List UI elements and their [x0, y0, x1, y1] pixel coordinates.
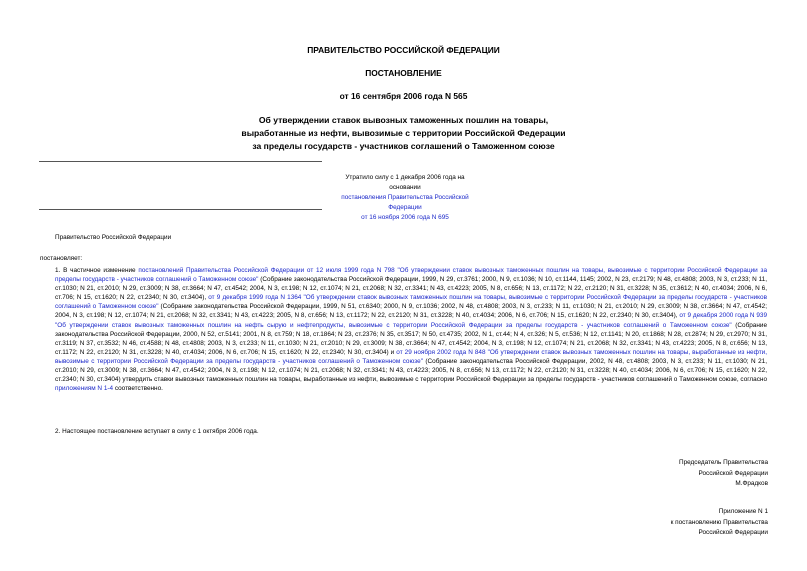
paragraph-1-start: 1. В частичное изменение: [55, 267, 139, 274]
repeal-note-link-1[interactable]: постановления Правительства Российской Федерации: [341, 194, 469, 211]
resolves-label: постановляет:: [40, 255, 83, 262]
decree-link-848[interactable]: от 29 ноября 2002 года N 848 "Об утверждении ставок вывозных таможенных пошлин на товары, выработанные из нефти, вывозимые с территории Российской Федерации за пределы государств - участников соглашений о Таможенном союзе": [55, 348, 767, 365]
title-line-3: за пределы государств - участников соглашений о Таможенном союзе: [252, 141, 555, 151]
paragraph-1: [55, 266, 767, 393]
appendix-country: Российской Федерации: [698, 529, 768, 536]
divider-bottom: [39, 209, 322, 210]
appendix-heading: [671, 507, 768, 539]
decree-link-798[interactable]: постановлений Правительства Российской Федерации от 12 июля 1999 года N 798 "Об утверждении ставок вывозных таможенных пошлин на товары, вывозимые с территории Российской Федерации за пределы государств - участников соглашений о Таможенном союзе": [55, 267, 767, 284]
document-date: от 16 сентября 2006 года N 565: [339, 91, 468, 101]
document-title: [0, 114, 807, 153]
repeal-note-link-2[interactable]: от 16 ноября 2006 года N 695: [361, 214, 449, 221]
signature-name: М.Фрадков: [735, 480, 768, 487]
signature-country: Российской Федерации: [698, 469, 768, 477]
document-type: ПОСТАНОВЛЕНИЕ: [365, 68, 442, 78]
divider-top: [39, 161, 322, 162]
paragraph-1-sources-1: (Собрание законодательства Российской Федерации, 1999, N 29, ст.3761; 2000, N 9, ст.1036; N 10, ст.1144, 1145; 2002, N 23, ст.2179; N 48, ст.4808; 2003, N 3, ст.233; N 11, ст.1030; N 21, ст.2010; N 29, ст.3009; N 38, ст.3664; N 47, ст.4542; 2004, N 3, ст.198; N 12, ст.1074; N 21, ст.2068; N 32, ст.3341; N 43, ст.4223; 2005, N 8, ст.656; N 13, ст.1172; N 22, ст.2120; N 31, ст.3228; N 35, ст.3612; N 40, ст.4034; 2006, N 6, ст.706; N 15, ст.1620; N 22, ст.2340; N 30, ст.3404),: [55, 276, 767, 302]
paragraph-1-sources-2: (Собрание законодательства Российской Федерации, 1999, N 51, ст.6340; 2000, N 9, ст.1036; 2002, N 48, ст.4808; 2003, N 3, ст.233; N 11, ст.1030; N 21, ст.2010; N 29, ст.3009; N 38, ст.3664; N 47, ст.4542; 2004, N 3, ст.198; N 12, ст.1074; N 21, ст.2068; N 32, ст.3341; N 43, ст.4223; 2005, N 8, ст.656; N 13, ст.1172; N 22, ст.2120; N 31, ст.3228; N 40, ст.4034; 2006, N 6, ст.706; N 15, ст.1620; N 22, ст.2340; N 30, ст.3404),: [55, 303, 767, 320]
government-heading: ПРАВИТЕЛЬСТВО РОССИЙСКОЙ ФЕДЕРАЦИИ: [307, 45, 500, 55]
appendix-link[interactable]: приложениям N 1-4: [55, 385, 114, 393]
government-name: Правительство Российской Федерации: [55, 234, 172, 241]
signature-block: [679, 458, 768, 490]
title-line-1: Об утверждении ставок вывозных таможенных пошлин на товары,: [258, 115, 549, 125]
appendix-number: Приложение N 1: [718, 508, 768, 515]
repeal-note-text: Утратило силу с 1 декабря 2006 года на основании: [345, 174, 465, 191]
paragraph-2: 2. Настоящее постановление вступает в силу с 1 октября 2006 года.: [55, 428, 259, 435]
paragraph-1-sources-4: (Собрание законодательства Российской Федерации, 2002, N 48, ст.4808; 2003, N 3, ст.233; N 11, ст.1030; N 21, ст.2010; N 29, ст.3009; N 38, ст.3664; N 47, ст.4542; 2004, N 3, ст.198; N 12, ст.1074; N 21, ст.2068; N 32, ст.3341; N 43, ст.4223; 2005, N 8, ст.656; N 13, ст.1172; N 22, ст.2120; N 31, ст.3228; N 40, ст.4034; 2006, N 6, ст.706; N 15, ст.1620; N 22, ст.2340; N 30, ст.3404) утвердить ставки вывозных таможенных пошлин на товары, выработанные из нефти, вывозимые с территории Российской Федерации за пределы государств - участников соглашений о Таможенном союзе, согласно: [55, 357, 767, 384]
repeal-note: [0, 173, 807, 223]
signature-position: Председатель Правительства: [679, 459, 768, 466]
title-line-2: выработанные из нефти, вывозимые с территории Российской Федерации: [241, 128, 566, 138]
decree-link-939[interactable]: от 9 декабря 2000 года N 939 "Об утверждении ставок вывозных таможенных пошлин на нефть сырую и нефтепродукты, вывозимые с территории Российской Федерации за пределы государств - участников соглашений о Таможенном союзе": [55, 312, 767, 329]
paragraph-1-end: соответственно.: [113, 385, 163, 393]
paragraph-1-sources-3: (Собрание законодательства Российской Федерации, 2000, N 52, ст.5141; 2001, N 8, ст.759; N 18, ст.1864; N 23, ст.2376; N 35, ст.3517; N 50, ст.4735; 2002, N 1, ст.44; N 4, ст.326; N 5, ст.536; N 12, ст.1141; N 20, ст.1868; N 28, ст.2874; N 29, ст.2970; N 31, ст.3119; N 37, ст.3532; N 46, ст.4588; N 48, ст.4808; 2003, N 3, ст.233; N 11, ст.1030; N 21, ст.2010; N 29, ст.3009; N 38, ст.3664; N 47, ст.4542; 2004, N 3, ст.198; N 12, ст.1074; N 21, ст.2068; N 32, ст.3341; N 43, ст.4223; 2005, N 8, ст.656; N 13, ст.1172; N 22, ст.2120; N 31, ст.3228; N 40, ст.4034; 2006, N 6, ст.706; N 15, ст.1620; N 22, ст.2340; N 30, ст.3404) и: [55, 321, 767, 356]
appendix-reference: к постановлению Правительства: [670, 518, 768, 526]
decree-link-1364[interactable]: от 9 декабря 1999 года N 1364 "Об утверждении ставок вывозных таможенных пошлин на товары, вывозимые с территории Российской Федерации за пределы государств - участников соглашений о Таможенном союзе": [55, 294, 767, 311]
